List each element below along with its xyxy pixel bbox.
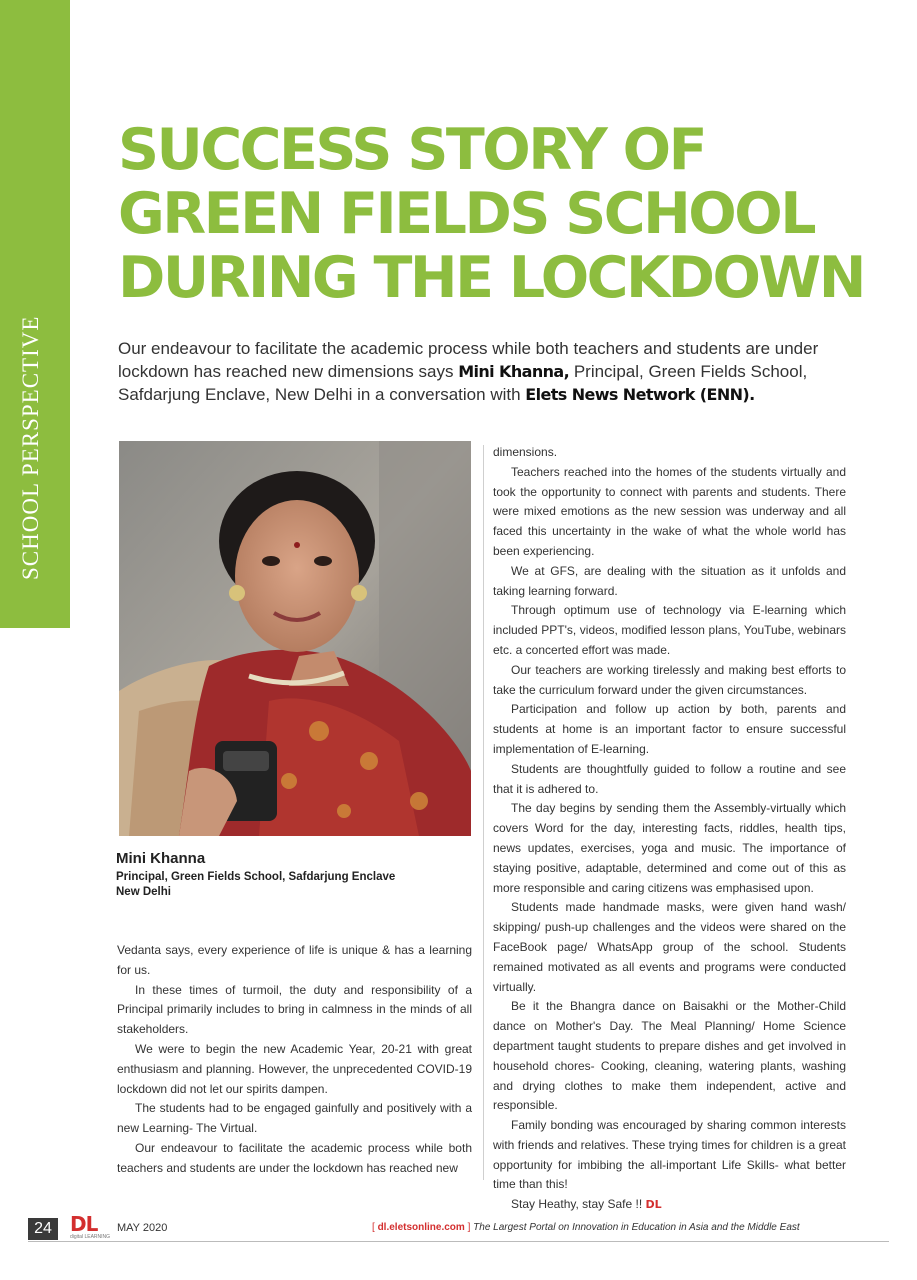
title-line-1: SUCCESS STORY OF <box>118 117 705 183</box>
paragraph-closing <box>493 1195 846 1215</box>
section-label: SCHOOL PERSPECTIVE <box>18 315 43 580</box>
intro-name: Mini Khanna, <box>458 362 570 381</box>
page-number: 24 <box>28 1218 58 1240</box>
title-line-3: DURING THE LOCKDOWN <box>118 245 864 311</box>
closing-text: Stay Heathy, stay Safe !! <box>511 1197 646 1212</box>
paragraph: Family bonding was encouraged by sharing common interests with friends and relatives. These trying times for children is a great opportunity for imbibing the all-important Life Skills- what better time than this! <box>493 1118 846 1192</box>
caption-name: Mini Khanna <box>116 850 206 867</box>
paragraph: dimensions. <box>493 445 558 459</box>
article-column-right <box>493 443 846 1215</box>
footer-tagline <box>372 1222 800 1233</box>
dl-logo <box>70 1214 110 1240</box>
bracket-close: ] <box>464 1222 471 1233</box>
paragraph: The students had to be engaged gainfully and positively with a new Learning- The Virtual. <box>117 1101 472 1136</box>
paragraph: Students are thoughtfully guided to follow a routine and see that it is adhered to. <box>493 761 846 796</box>
dl-logo-mark: DL <box>70 1212 98 1236</box>
paragraph: Be it the Bhangra dance on Baisakhi or the Mother-Child dance on Mother's Day. The Meal Planning/ Home Science department taught students to prepare dishes and get involved in household chores- Cooking, cleaning, watering plants, washing and drying clothes to make them independent, active and responsible. <box>493 999 846 1113</box>
paragraph: Students made handmade masks, were given hand wash/ skipping/ push-up challenges and the videos were shared on the FaceBook page/ WhatsApp group of the school. Students remained motivated as all events and programs were conducted virtually. <box>493 900 846 994</box>
intro-publisher: Elets News Network (ENN). <box>525 385 755 404</box>
paragraph: Vedanta says, every experience of life is unique & has a learning for us. <box>117 943 472 977</box>
paragraph: Our teachers are working tirelessly and making best efforts to take the curriculum forward under the given circumstances. <box>493 662 846 697</box>
paragraph: Teachers reached into the homes of the students virtually and took the opportunity to connect with parents and students. There were mixed emotions as the new session was underway and all faced this uncertainty in the wake of what the whole world has been experiencing. <box>493 464 846 558</box>
intro-part-2: Principal, Green Fields School, Safdarjung Enclave, New Delhi in a conversation with <box>118 362 808 404</box>
tagline-text: The Largest Portal on Innovation in Education in Asia and the Middle East <box>473 1222 800 1233</box>
footer-rule <box>28 1241 889 1242</box>
end-mark: DL <box>645 1198 662 1212</box>
paragraph: We were to begin the new Academic Year, 20-21 with great enthusiasm and planning. However, the unprecedented COVID-19 lockdown did not let our spirits dampen. <box>117 1041 472 1096</box>
bracket-open: [ <box>372 1222 378 1233</box>
paragraph: Participation and follow up action by both, parents and students at home is an important factor to ensure successful implementation of E-learning. <box>493 702 846 756</box>
caption-role-line-1: Principal, Green Fields School, Safdarjung Enclave <box>116 871 396 883</box>
intro-part-1: Our endeavour to facilitate the academic process while both teachers and students are under lockdown has reached new dimensions says <box>118 339 819 381</box>
article-intro <box>118 337 838 406</box>
dl-logo-subtext: digital LEARNING <box>70 1234 111 1240</box>
caption-role-line-2: New Delhi <box>116 886 171 898</box>
paragraph: In these times of turmoil, the duty and responsibility of a Principal primarily includes to bring in calmness in the minds of all stakeholders. <box>117 982 472 1037</box>
issue-date: MAY 2020 <box>117 1222 168 1234</box>
title-line-2: GREEN FIELDS SCHOOL <box>118 181 815 247</box>
principal-photo <box>119 441 471 836</box>
paragraph: Through optimum use of technology via E-learning which included PPT's, videos, modified lesson plans, YouTube, webinars etc. a concerted effort was made. <box>493 603 846 657</box>
paragraph: The day begins by sending them the Assembly-virtually which covers Word for the day, interesting facts, riddles, health tips, news updates, exercises, yoga and music. The importance of staying positive, adaptable, determined and come out of this as more responsible and caring citizens was emphasised upon. <box>493 801 846 895</box>
portrait-illustration <box>119 441 471 836</box>
caption-role <box>116 870 395 900</box>
website-link[interactable]: dl.eletsonline.com <box>377 1222 465 1233</box>
paragraph: Our endeavour to facilitate the academic process while both teachers and students are under the lockdown has reached new <box>117 1140 472 1175</box>
column-divider <box>483 445 484 1180</box>
article-column-left <box>117 941 472 1179</box>
paragraph: We at GFS, are dealing with the situation as it unfolds and taking learning forward. <box>493 563 846 598</box>
article-title <box>118 118 864 310</box>
